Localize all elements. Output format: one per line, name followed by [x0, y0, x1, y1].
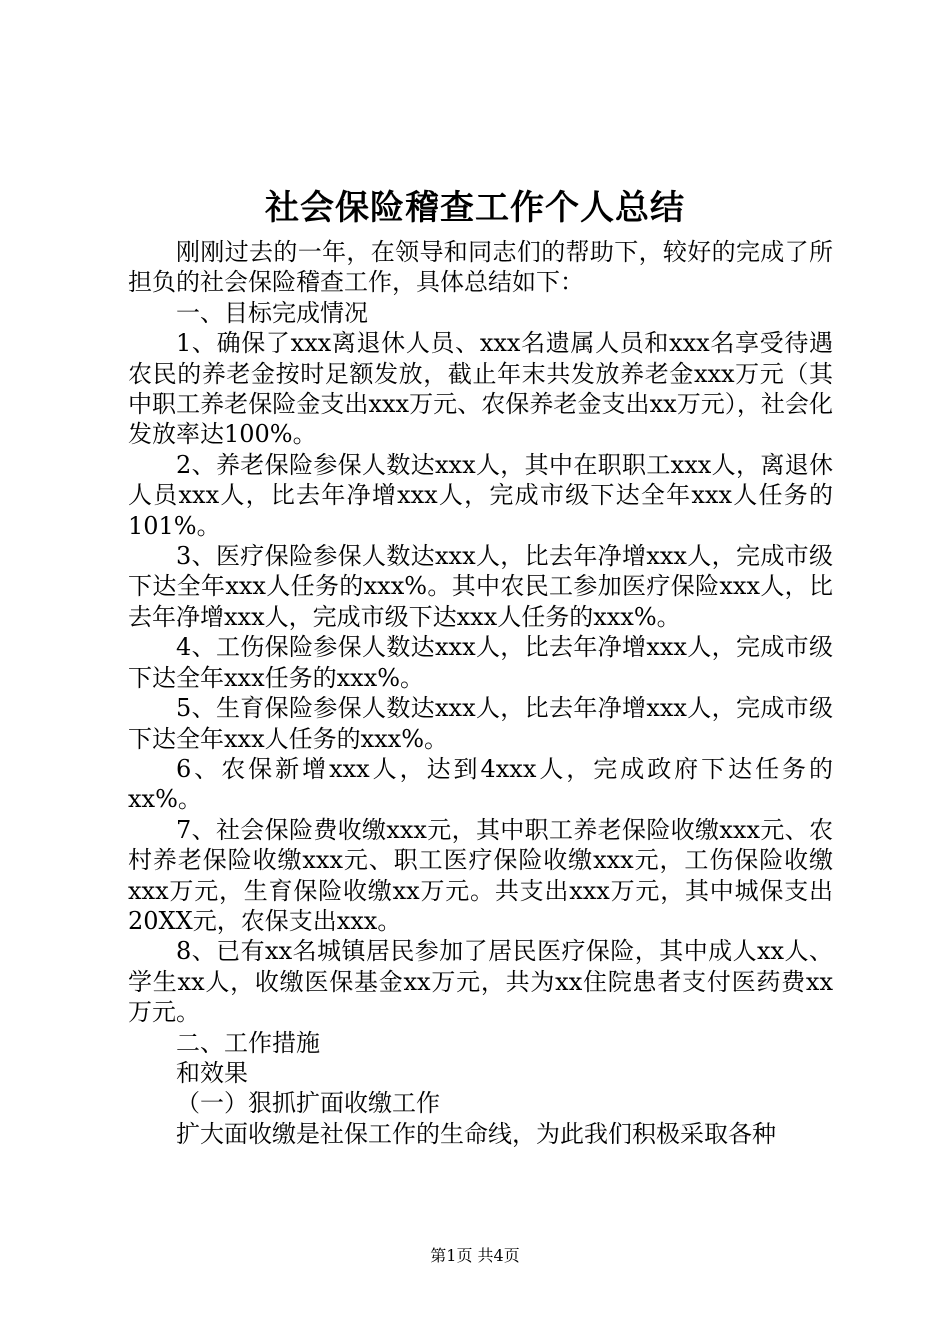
goal-item-5: 5、生育保险参保人数达xxx人，比去年净增xxx人，完成市级下达全年xxx人任务的xxx%。 [128, 694, 833, 753]
document-body [128, 237, 833, 1149]
section-heading-goals: 一、目标完成情况 [176, 298, 368, 327]
goal-item-4: 4、工伤保险参保人数达xxx人，比去年净增xxx人，完成市级下达全年xxx任务的xxx%。 [128, 633, 833, 692]
subsection-paragraph-1: 扩大面收缴是社保工作的生命线，为此我们积极采取各种 [176, 1119, 776, 1148]
goal-item-1: 1、确保了xxx离退休人员、xxx名遗属人员和xxx名享受待遇农民的养老金按时足额发放，截止年末共发放养老金xxx万元（其中职工养老保险金支出xxx万元、农保养老金支出xx万元），社会化发放率达100%。 [128, 329, 833, 449]
goal-item-2: 2、养老保险参保人数达xxx人，其中在职职工xxx人，离退休人员xxx人，比去年净增xxx人，完成市级下达全年xxx人任务的101%。 [128, 450, 833, 540]
goal-item-8: 8、已有xx名城镇居民参加了居民医疗保险，其中成人xx人、学生xx人，收缴医保基金xx万元，共为xx住院患者支付医药费xx万元。 [128, 937, 833, 1027]
document-title: 社会保险稽查工作个人总结 [265, 188, 685, 228]
section-heading-measures: 二、工作措施 [176, 1028, 320, 1057]
intro-paragraph: 刚刚过去的一年，在领导和同志们的帮助下，较好的完成了所担负的社会保险稽查工作，具体总结如下： [128, 238, 833, 297]
goal-item-7: 7、社会保险费收缴xxx元，其中职工养老保险收缴xxx元、农村养老保险收缴xxx元、职工医疗保险收缴xxx元，工伤保险收缴xxx万元，生育保险收缴xx万元。共支出xxx万元，其中城保支出20XX元，农保支出xxx。 [128, 815, 833, 935]
section-heading-measures-continued: 和效果 [176, 1058, 248, 1087]
subsection-heading-1: （一）狠抓扩面收缴工作 [176, 1089, 440, 1118]
page-footer: 第1页 共4页 [430, 1246, 520, 1265]
goal-item-3: 3、医疗保险参保人数达xxx人，比去年净增xxx人，完成市级下达全年xxx人任务的xxx%。其中农民工参加医疗保险xxx人，比去年净增xxx人，完成市级下达xxx人任务的xxx%。 [128, 542, 833, 631]
goal-item-6: 6、农保新增xxx人，达到4xxx人，完成政府下达任务的xx%。 [128, 754, 833, 814]
